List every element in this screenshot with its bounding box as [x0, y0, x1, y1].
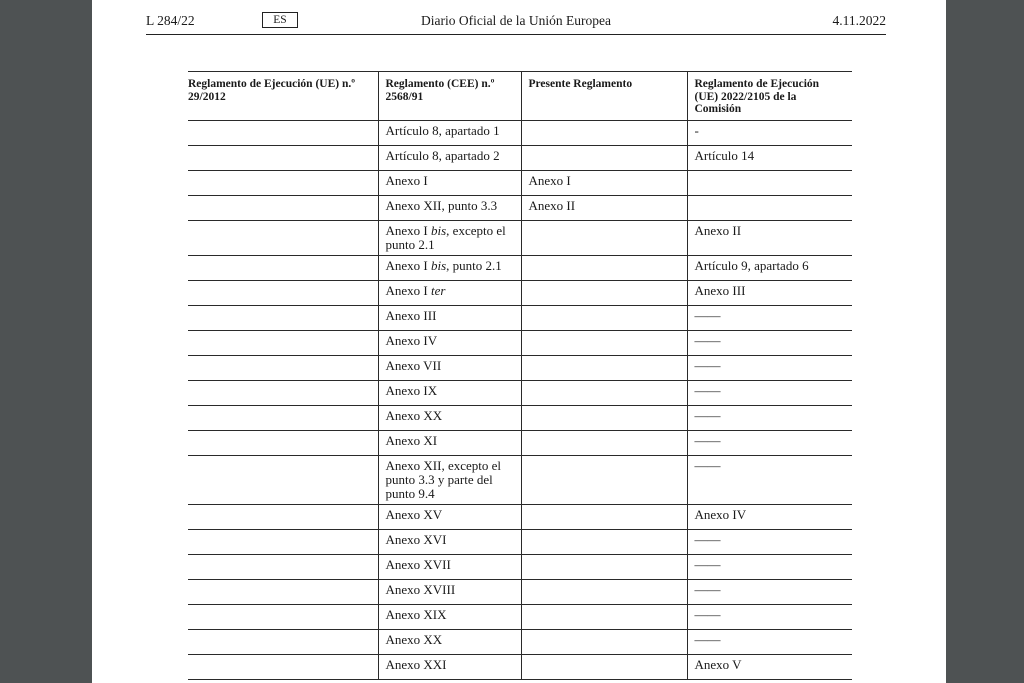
correlation-table [188, 71, 852, 680]
table-cell [521, 220, 687, 255]
column-header: Reglamento de Ejecución (UE) n.º 29/2012 [188, 72, 378, 121]
table-cell [188, 504, 378, 529]
table-cell: Anexo XIX [378, 604, 521, 629]
table-row [188, 145, 852, 170]
table-cell: Anexo II [687, 220, 852, 255]
table-cell [188, 380, 378, 405]
table-cell: Anexo XVI [378, 529, 521, 554]
table-cell [188, 355, 378, 380]
table-cell: Anexo I bis, excepto el punto 2.1 [378, 220, 521, 255]
table-row [188, 579, 852, 604]
table-cell [188, 170, 378, 195]
table-cell [687, 170, 852, 195]
table-cell: Anexo III [687, 280, 852, 305]
table-cell: Artículo 8, apartado 1 [378, 120, 521, 145]
table-cell [687, 195, 852, 220]
table-row [188, 554, 852, 579]
table-cell: Anexo I bis, punto 2.1 [378, 255, 521, 280]
table-cell [521, 455, 687, 504]
table-cell [188, 145, 378, 170]
document-page [92, 0, 946, 683]
table-cell: Artículo 14 [687, 145, 852, 170]
table-cell: Anexo XV [378, 504, 521, 529]
table-cell: Anexo IV [378, 330, 521, 355]
table-cell [188, 255, 378, 280]
table-row [188, 355, 852, 380]
table-cell [521, 654, 687, 679]
table-cell: —— [687, 629, 852, 654]
table-cell: Anexo IX [378, 380, 521, 405]
table-cell [188, 280, 378, 305]
table-cell: —— [687, 579, 852, 604]
table-cell [521, 629, 687, 654]
table-row [188, 280, 852, 305]
table-cell [188, 629, 378, 654]
table-cell: Anexo III [378, 305, 521, 330]
column-header: Reglamento de Ejecución (UE) 2022/2105 de la Comisión [687, 72, 852, 121]
table-cell: Anexo XVII [378, 554, 521, 579]
table-row [188, 195, 852, 220]
table-row [188, 430, 852, 455]
table-cell [521, 604, 687, 629]
table-cell: Anexo I [378, 170, 521, 195]
table-row [188, 380, 852, 405]
table-cell [521, 405, 687, 430]
table-cell [521, 554, 687, 579]
table-cell [188, 405, 378, 430]
table-cell [188, 554, 378, 579]
table-cell: Anexo VII [378, 355, 521, 380]
publication-date: 4.11.2022 [832, 13, 886, 28]
table-cell: —— [687, 305, 852, 330]
column-header: Presente Reglamento [521, 72, 687, 121]
page-header [146, 12, 886, 35]
table-cell: —— [687, 380, 852, 405]
table-cell [521, 355, 687, 380]
table-cell: Anexo XXI [378, 654, 521, 679]
table-cell [521, 305, 687, 330]
table-cell [188, 220, 378, 255]
table-row [188, 504, 852, 529]
table-cell: —— [687, 430, 852, 455]
table-row [188, 305, 852, 330]
table-body [188, 120, 852, 679]
table-cell: Anexo V [687, 654, 852, 679]
table-cell: —— [687, 554, 852, 579]
table-cell: —— [687, 330, 852, 355]
table-row [188, 220, 852, 255]
column-header: Reglamento (CEE) n.º 2568/91 [378, 72, 521, 121]
table-cell: —— [687, 355, 852, 380]
table-cell [188, 195, 378, 220]
table-cell: Anexo XVIII [378, 579, 521, 604]
table-cell [521, 330, 687, 355]
table-cell [521, 430, 687, 455]
table-cell [521, 579, 687, 604]
table-cell [188, 330, 378, 355]
table-cell [188, 455, 378, 504]
table-cell: —— [687, 529, 852, 554]
language-badge: ES [262, 12, 298, 28]
table-cell: Anexo I ter [378, 280, 521, 305]
table-row [188, 255, 852, 280]
table-cell: Anexo II [521, 195, 687, 220]
table-cell: —— [687, 405, 852, 430]
table-row [188, 405, 852, 430]
table-cell: —— [687, 604, 852, 629]
table-cell: Artículo 8, apartado 2 [378, 145, 521, 170]
table-cell [188, 604, 378, 629]
table-cell [188, 654, 378, 679]
table-cell [188, 529, 378, 554]
table-row [188, 604, 852, 629]
table-cell: Anexo XI [378, 430, 521, 455]
table-cell: - [687, 120, 852, 145]
table-cell: Anexo XX [378, 405, 521, 430]
table-row [188, 330, 852, 355]
table-cell: Anexo XX [378, 629, 521, 654]
table-cell [521, 380, 687, 405]
table-cell: —— [687, 455, 852, 504]
table-cell [521, 120, 687, 145]
table-cell [521, 280, 687, 305]
table-cell: Artículo 9, apartado 6 [687, 255, 852, 280]
table-cell: Anexo XII, excepto el punto 3.3 y parte del punto 9.4 [378, 455, 521, 504]
table-cell [521, 255, 687, 280]
table-cell [521, 145, 687, 170]
table-row [188, 529, 852, 554]
table-row [188, 654, 852, 679]
table-row [188, 455, 852, 504]
journal-title: Diario Oficial de la Unión Europea [420, 13, 612, 28]
table-cell [521, 529, 687, 554]
table-cell [188, 430, 378, 455]
table-row [188, 629, 852, 654]
table-cell: Anexo IV [687, 504, 852, 529]
table-cell [188, 305, 378, 330]
table-cell [521, 504, 687, 529]
table-cell [188, 120, 378, 145]
table-cell: Anexo XII, punto 3.3 [378, 195, 521, 220]
table-header-row [188, 72, 852, 121]
table-cell: Anexo I [521, 170, 687, 195]
table-cell [188, 579, 378, 604]
table-row [188, 120, 852, 145]
page-reference: L 284/22 [146, 13, 195, 28]
table-row [188, 170, 852, 195]
